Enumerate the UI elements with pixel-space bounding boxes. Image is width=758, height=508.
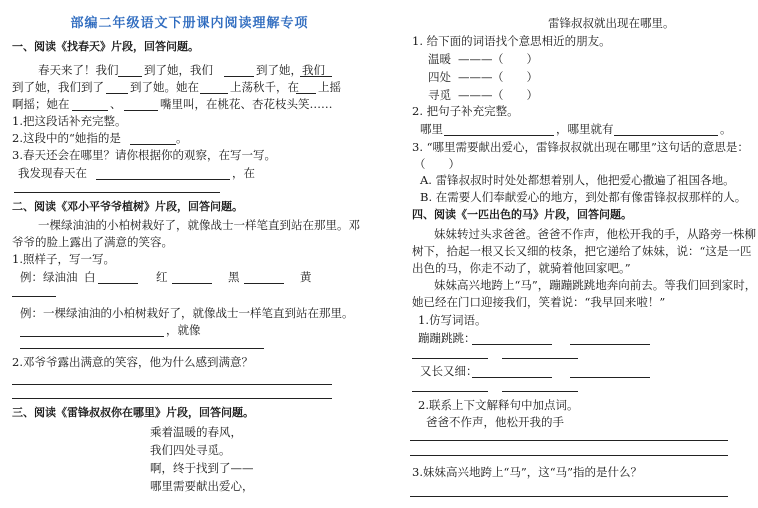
s2-word: 黑 <box>228 270 240 284</box>
s2-example-2: 例：一棵绿油油的小柏树栽好了，就像战士一样笔直到站在那里。 <box>20 306 354 320</box>
answer-blank[interactable] <box>224 76 254 77</box>
poem-line: 啊，终于找到了—— <box>150 461 254 475</box>
answer-line[interactable] <box>410 440 728 441</box>
word: 寻觅 <box>428 88 451 102</box>
s2-word: 红 <box>156 270 168 284</box>
answer-paren[interactable]: （ ） <box>492 70 538 84</box>
section-2-heading: 二、阅读《邓小平爷爷植树》片段，回答问题。 <box>12 200 243 213</box>
q2-text: 哪里 <box>420 122 443 136</box>
answer-blank[interactable] <box>124 110 158 111</box>
s1-text: 嘴里叫，在桃花、杏花枝头笑…… <box>160 97 333 111</box>
answer-paren[interactable]: （ ） <box>414 157 460 171</box>
poem-line: 哪里需要献出爱心， <box>150 479 254 493</box>
answer-blank[interactable] <box>72 110 108 111</box>
answer-blank[interactable] <box>296 93 316 94</box>
answer-blank[interactable] <box>502 358 578 359</box>
s4-text: 妹妹高兴地跨上“马”，蹦蹦跳跳地奔向前去。等我们回到家时， <box>434 278 757 292</box>
answer-line[interactable] <box>14 192 220 193</box>
answer-blank[interactable] <box>412 391 488 392</box>
s1-text: 春天来了！我们 <box>38 63 119 77</box>
answer-blank[interactable] <box>614 135 718 136</box>
s1-text: 到了她。她在 <box>130 80 199 94</box>
answer-line[interactable] <box>410 496 728 497</box>
s1-text: 啊摇；她在 <box>12 97 70 111</box>
s1-text: 到了她，我们 <box>256 63 325 77</box>
option-b[interactable]: B. 在需要人们奉献爱心的地方，到处都有像雷锋叔叔那样的人。 <box>420 190 747 204</box>
s2-word: 黄 <box>300 270 312 284</box>
poem-line: 乘着温暖的春风， <box>150 425 242 439</box>
answer-blank[interactable] <box>172 283 212 284</box>
s3-question-1: 1. 给下面的词语找个意思相近的朋友。 <box>412 34 611 48</box>
s2-example: 例：绿油油 <box>20 270 78 284</box>
s1-text: 上摇 <box>318 80 341 94</box>
answer-blank[interactable] <box>130 144 176 145</box>
answer-blank[interactable] <box>244 283 284 284</box>
s3-question-2: 2. 把句子补充完整。 <box>412 104 519 118</box>
s1-question-3: 3.春天还会在哪里？请你根据你的观察，在写一写。 <box>12 148 276 162</box>
section-1-heading: 一、阅读《找春天》片段，回答问题。 <box>12 40 199 53</box>
example-word: 又长又细： <box>420 364 478 378</box>
worksheet-title: 部编二年级语文下册课内阅读理解专项 <box>70 16 309 31</box>
s1-text: 、 <box>110 97 122 111</box>
section-3-heading: 三、阅读《雷锋叔叔你在哪里》片段，回答问题。 <box>12 406 254 419</box>
poem-line: 我们四处寻觅。 <box>150 443 231 457</box>
s4-text: 出色的马，你走不动了，就骑着他回家吧。” <box>412 261 631 275</box>
s1-question-2: 2.这段中的“她指的是 <box>12 131 121 145</box>
answer-blank[interactable] <box>570 344 650 345</box>
option-a[interactable]: A. 雷锋叔叔时时处处都想着别人，他把爱心撒遍了祖国各地。 <box>420 173 735 187</box>
word: 四处 <box>428 70 451 84</box>
s3-question-3: 3. “哪里需要献出爱心，雷锋叔叔就出现在哪里”这句话的意思是： <box>412 140 749 154</box>
s1-text: 到了她，我们 <box>144 63 213 77</box>
s4-text: 妹妹转过头求爸爸。爸爸不作声，他松开我的手，从路旁一株柳 <box>434 227 756 241</box>
s1-text: ，在 <box>232 166 255 180</box>
answer-blank[interactable] <box>118 76 142 77</box>
s2-question-2: 2.邓爷爷露出满意的笑容，他为什么感到满意？ <box>12 355 253 369</box>
s4-text: 爸爸不作声，他松开我的手 <box>426 415 564 429</box>
answer-blank[interactable] <box>98 283 138 284</box>
q2-text: ，哪里就有 <box>556 122 614 136</box>
q2-text: 。 <box>720 122 732 136</box>
section-4-heading: 四、阅读《一匹出色的马》片段，回答问题。 <box>412 208 632 221</box>
answer-line[interactable] <box>410 455 728 456</box>
answer-paren[interactable]: （ ） <box>492 52 538 66</box>
answer-blank[interactable] <box>300 76 332 77</box>
answer-blank[interactable] <box>200 93 228 94</box>
answer-blank[interactable] <box>106 93 128 94</box>
answer-blank[interactable] <box>96 179 230 180</box>
s2-text: ，就像 <box>166 323 201 337</box>
s4-question-2: 2.联系上下文解释句中加点词。 <box>418 398 579 412</box>
dash: ——— <box>458 52 493 66</box>
answer-blank[interactable] <box>570 377 650 378</box>
word: 温暖 <box>428 52 451 66</box>
s1-text: 我发现春天在 <box>18 166 87 180</box>
answer-blank[interactable] <box>472 344 552 345</box>
s1-text: 到了她，我们到了 <box>12 80 104 94</box>
s2-question-1: 1.照样子，写一写。 <box>12 252 115 266</box>
s4-question-3: 3.妹妹高兴地跨上“马”，这“马”指的是什么？ <box>412 465 642 479</box>
answer-blank[interactable] <box>20 336 164 337</box>
answer-line[interactable] <box>12 384 332 385</box>
answer-blank[interactable] <box>444 135 554 136</box>
example-word: 蹦蹦跳跳： <box>418 331 476 345</box>
answer-blank[interactable] <box>12 296 56 297</box>
s2-text: 爷爷的脸上露出了满意的笑容。 <box>12 235 173 249</box>
s4-text: 她已经在门口迎接我们，笑着说：“我早回来啦！” <box>412 295 666 309</box>
s2-word: 白 <box>84 270 96 284</box>
answer-paren[interactable]: （ ） <box>492 88 538 102</box>
s4-text: 树下，拾起一根又长又细的枝条，把它递给了妹妹，说：“这是一匹 <box>412 244 752 258</box>
s1-question-1: 1.把这段话补充完整。 <box>12 114 127 128</box>
s4-question-1: 1.仿写词语。 <box>418 313 487 327</box>
s1-text: 上荡秋千，在 <box>230 80 299 94</box>
answer-line[interactable] <box>12 398 332 399</box>
poem-line: 雷锋叔叔就出现在哪里。 <box>548 16 675 30</box>
dash: ——— <box>458 70 493 84</box>
dash: ——— <box>458 88 493 102</box>
answer-blank[interactable] <box>412 358 488 359</box>
answer-blank[interactable] <box>502 391 578 392</box>
answer-blank[interactable] <box>472 377 552 378</box>
answer-line[interactable] <box>20 348 264 349</box>
s2-text: 一棵绿油油的小柏树栽好了，就像战士一样笔直到站在那里。邓 <box>38 218 360 232</box>
s1-text: 。 <box>176 131 188 145</box>
